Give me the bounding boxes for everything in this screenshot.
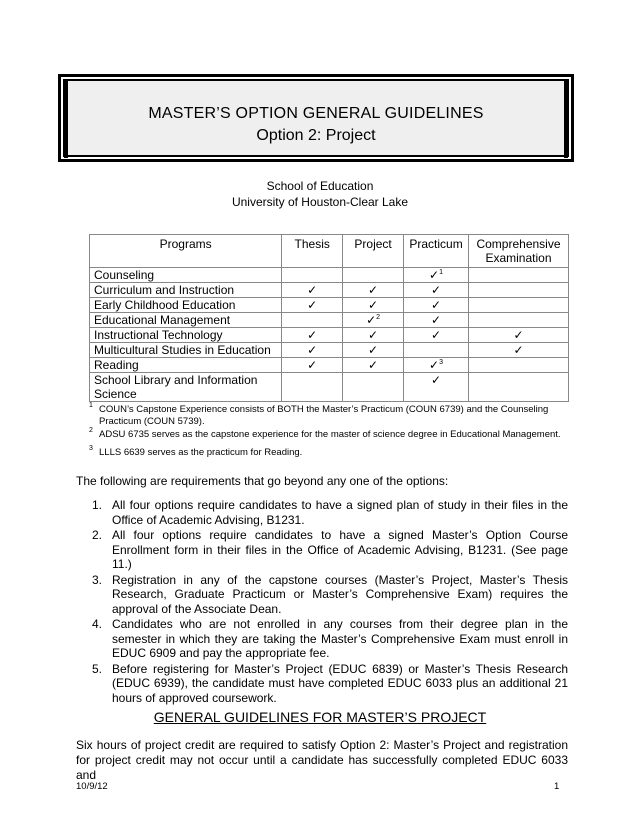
project-cell — [343, 373, 404, 402]
item-number: 2. — [92, 528, 103, 542]
table-row — [90, 358, 569, 373]
program-name: Curriculum and Instruction — [90, 283, 282, 298]
footnote-text: LLLS 6639 serves as the practicum for Reading. — [99, 447, 303, 458]
table-row — [90, 268, 569, 283]
table-row — [90, 298, 569, 313]
item-number: 5. — [92, 661, 103, 676]
table-row — [90, 283, 569, 298]
programs-table — [89, 234, 569, 402]
project-cell — [343, 268, 404, 283]
thesis-cell — [282, 268, 343, 283]
program-name: School Library and Information Science — [90, 373, 282, 402]
program-name: Educational Management — [90, 313, 282, 328]
exam-cell — [469, 283, 569, 298]
exam-cell — [469, 373, 569, 402]
program-name: Early Childhood Education — [90, 298, 282, 313]
practicum-cell — [404, 343, 469, 358]
item-text: Candidates who are not enrolled in any courses from their degree plan in the semester in which they are taking the Master’s Comprehensive Exam must enroll in EDUC 6909 and pay the appropriate fee. — [112, 617, 568, 660]
list-item — [76, 617, 568, 661]
project-cell: ✓ — [343, 298, 404, 313]
list-item — [76, 662, 568, 706]
footnote-number: 3 — [89, 445, 93, 452]
body-paragraph: Six hours of project credit are required to satisfy Option 2: Master’s Project and registration for project credit may not occur until a candidate has successfully completed EDUC 6033 and — [76, 738, 568, 782]
document-subtitle: Option 2: Project — [256, 127, 376, 144]
header-comprehensive-exam: Comprehensive Examination — [469, 235, 569, 268]
requirements-list — [76, 498, 568, 706]
practicum-cell: ✓ — [404, 373, 469, 402]
footnote-ref: 2 — [376, 314, 381, 321]
header-thesis: Thesis — [282, 235, 343, 268]
item-text: All four options require candidates to have a signed Master’s Option Course Enrollment form in their files in the Office of Academic Advising, B1231. (See page 11.) — [112, 528, 568, 571]
exam-cell: ✓ — [469, 343, 569, 358]
footnote — [89, 429, 569, 441]
document-title: MASTER’S OPTION GENERAL GUIDELINES — [148, 105, 484, 122]
item-number: 4. — [92, 617, 103, 631]
practicum-cell: ✓ — [404, 283, 469, 298]
footer-date: 10/9/12 — [76, 781, 108, 792]
item-text: Registration in any of the capstone courses (Master’s Project, Master’s Thesis Research, Graduate Practicum or Master’s Comprehensive Exam) requires the approval of the Associate Dean. — [112, 572, 568, 616]
project-cell: ✓ — [343, 343, 404, 358]
table-header-row — [90, 235, 569, 268]
university-name: University of Houston-Clear Lake — [231, 195, 409, 209]
list-item — [76, 498, 568, 527]
school-block — [0, 178, 640, 210]
exam-cell: ✓ — [469, 328, 569, 343]
practicum-cell — [404, 358, 469, 373]
exam-cell — [469, 358, 569, 373]
check-icon: ✓ — [429, 358, 440, 372]
practicum-cell — [404, 268, 469, 283]
project-cell: ✓ — [343, 283, 404, 298]
thesis-cell: ✓ — [282, 358, 343, 373]
exam-cell — [469, 313, 569, 328]
list-item — [76, 573, 568, 617]
thesis-cell: ✓ — [282, 283, 343, 298]
item-text: Before registering for Master’s Project (EDUC 6839) or Master’s Thesis Research (EDUC 6939), the candidate must have completed EDUC 6033 plus an additional 21 hours of approved coursework. — [112, 661, 568, 705]
footnote-ref: 1 — [439, 269, 443, 276]
project-cell: ✓ — [343, 328, 404, 343]
footnote — [89, 447, 569, 459]
thesis-cell: ✓ — [282, 328, 343, 343]
page-number: 1 — [554, 781, 560, 792]
program-name: Counseling — [90, 268, 282, 283]
footnote-ref: 3 — [439, 359, 443, 366]
thesis-cell: ✓ — [282, 343, 343, 358]
item-number: 3. — [92, 572, 103, 587]
thesis-cell — [282, 313, 343, 328]
footnote-number: 1 — [89, 402, 93, 409]
footnote-text: ADSU 6735 serves as the capstone experience for the master of science degree in Educational Management. — [99, 429, 561, 440]
table-row — [90, 328, 569, 343]
list-item — [76, 528, 568, 572]
practicum-cell: ✓ — [404, 298, 469, 313]
table-row — [90, 343, 569, 358]
thesis-cell — [282, 373, 343, 402]
project-cell — [343, 313, 404, 328]
item-number: 1. — [92, 498, 103, 512]
header-project: Project — [343, 235, 404, 268]
table-row — [90, 373, 569, 402]
footnote-text: COUN’s Capstone Experience consists of BOTH the Master’s Practicum (COUN 6739) and the Counseling Practicum (COUN 5739). — [99, 404, 549, 427]
practicum-cell: ✓ — [404, 313, 469, 328]
exam-cell — [469, 298, 569, 313]
header-practicum: Practicum — [404, 235, 469, 268]
project-cell: ✓ — [343, 358, 404, 373]
footnote-number: 2 — [89, 427, 93, 434]
check-icon: ✓ — [429, 268, 440, 282]
requirements-intro: The following are requirements that go beyond any one of the options: — [76, 474, 449, 488]
thesis-cell: ✓ — [282, 298, 343, 313]
program-name: Multicultural Studies in Education — [90, 343, 282, 358]
item-text: All four options require candidates to have a signed plan of study in their files in the Office of Academic Advising, B1231. — [112, 498, 568, 527]
school-name: School of Education — [266, 179, 374, 193]
practicum-cell: ✓ — [404, 328, 469, 343]
footnote — [89, 404, 569, 428]
program-name: Instructional Technology — [90, 328, 282, 343]
title-box — [58, 74, 574, 162]
exam-cell — [469, 268, 569, 283]
table-row — [90, 313, 569, 328]
header-programs: Programs — [90, 235, 282, 268]
program-name: Reading — [90, 358, 282, 373]
section-heading: GENERAL GUIDELINES FOR MASTER’S PROJECT — [153, 709, 487, 725]
check-icon: ✓ — [366, 313, 377, 327]
